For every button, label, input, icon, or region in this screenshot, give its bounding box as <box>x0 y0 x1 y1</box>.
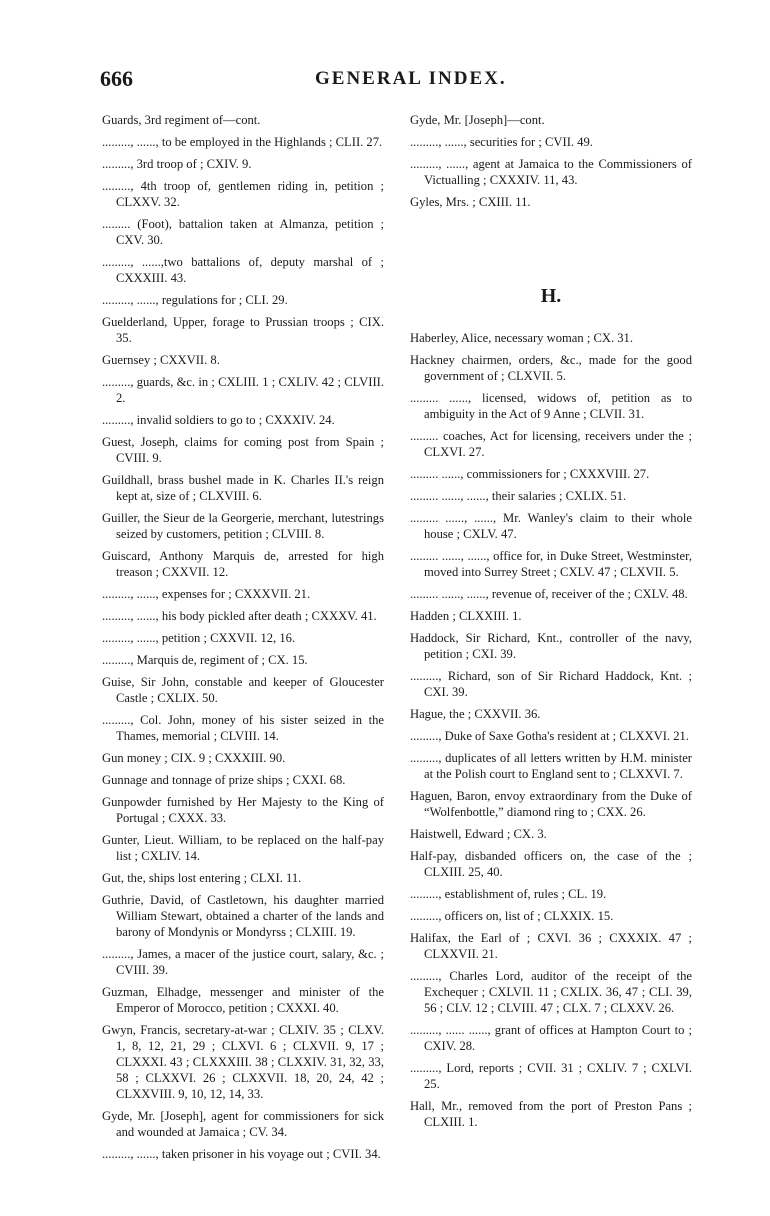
index-entry: ........., ......, taken prisoner in his voyage out ; CVII. 34. <box>102 1147 381 1161</box>
index-entry: ........., ......, securities for ; CVII. 49. <box>410 135 593 149</box>
index-entry: ......... ......, commissioners for ; CXXXVIII. 27. <box>410 467 650 481</box>
index-entry: Gyde, Mr. [Joseph]—cont. <box>410 113 545 127</box>
index-entry: Haistwell, Edward ; CX. 3. <box>410 827 547 841</box>
index-entry: ........., officers on, list of ; CLXXIX. 15. <box>410 909 614 923</box>
index-entry: Half-pay, disbanded officers on, the case of the ; CLXIII. 25, 40. <box>410 849 692 879</box>
index-entry: ........., Lord, reports ; CVII. 31 ; CXLIV. 7 ; CXLVI. 25. <box>410 1061 692 1091</box>
index-entry: Guiller, the Sieur de la Georgerie, merchant, lutestrings seized by customers, petition ; CLVIII. 8. <box>102 511 384 541</box>
index-entry: Halifax, the Earl of ; CXVI. 36 ; CXXXIX. 47 ; CLXXVII. 21. <box>410 931 692 961</box>
index-entry: ........., Marquis de, regiment of ; CX. 15. <box>102 653 308 667</box>
index-column-left <box>102 112 384 1168</box>
index-entry: ........., ......, petition ; CXXVII. 12, 16. <box>102 631 296 645</box>
index-entry: ........., ......, to be employed in the Highlands ; CLII. 27. <box>102 135 383 149</box>
index-entry: Guernsey ; CXXVII. 8. <box>102 353 220 367</box>
index-entry: ........., Richard, son of Sir Richard Haddock, Knt. ; CXI. 39. <box>410 669 692 699</box>
index-entry: ......... coaches, Act for licensing, receivers under the ; CLXVI. 27. <box>410 429 692 459</box>
index-entry: Hall, Mr., removed from the port of Preston Pans ; CLXIII. 1. <box>410 1099 692 1129</box>
index-entry: ........., duplicates of all letters written by H.M. minister at the Polish court to England sent to ; CLXXVI. 7. <box>410 751 692 781</box>
index-entry: ........., ......,two battalions of, deputy marshal of ; CXXXIII. 43. <box>102 255 384 285</box>
index-entry: Guise, Sir John, constable and keeper of Gloucester Castle ; CXLIX. 50. <box>102 675 384 705</box>
index-entry: Haguen, Baron, envoy extraordinary from the Duke of “Wolfenbottle,” diamond ring to ; CXX. 26. <box>410 789 692 819</box>
index-entry: ........., invalid soldiers to go to ; CXXXIV. 24. <box>102 413 335 427</box>
index-entry: ......... ......, licensed, widows of, petition as to ambiguity in the Act of 9 Anne ; CLVII. 31. <box>410 391 692 421</box>
index-entry: ......... ......, ......, office for, in Duke Street, Westminster, moved into Surrey Street ; CXLV. 47 ; CLXVII. 5. <box>410 549 692 579</box>
index-entry: ......... ......, ......, their salaries ; CXLIX. 51. <box>410 489 627 503</box>
index-entry: ........., James, a macer of the justice court, salary, &c. ; CVIII. 39. <box>102 947 384 977</box>
index-entry: Haddock, Sir Richard, Knt., controller of the navy, petition ; CXI. 39. <box>410 631 692 661</box>
index-entry: Guest, Joseph, claims for coming post from Spain ; CVIII. 9. <box>102 435 384 465</box>
index-entry: ........., 3rd troop of ; CXIV. 9. <box>102 157 252 171</box>
index-entry: ........., ......, his body pickled after death ; CXXXV. 41. <box>102 609 377 623</box>
index-entry: Gunter, Lieut. William, to be replaced on the half-pay list ; CXLIV. 14. <box>102 833 384 863</box>
index-entry: Gyles, Mrs. ; CXIII. 11. <box>410 195 531 209</box>
index-entry: Guelderland, Upper, forage to Prussian troops ; CIX. 35. <box>102 315 384 345</box>
index-entry: Gun money ; CIX. 9 ; CXXXIII. 90. <box>102 751 286 765</box>
running-head: GENERAL INDEX. <box>315 68 507 89</box>
index-entry: ........., ......, regulations for ; CLI. 29. <box>102 293 288 307</box>
index-entry: Gunnage and tonnage of prize ships ; CXXI. 68. <box>102 773 346 787</box>
index-column-right <box>410 112 692 1136</box>
index-entries-h <box>410 330 692 1130</box>
index-entry: Hackney chairmen, orders, &c., made for the good government of ; CLXVII. 5. <box>410 353 692 383</box>
index-entry: Guzman, Elhadge, messenger and minister of the Emperor of Morocco, petition ; CXXXI. 40. <box>102 985 384 1015</box>
index-entry: ........., ......, expenses for ; CXXXVII. 21. <box>102 587 311 601</box>
index-entry: ......... ......, ......, revenue of, receiver of the ; CXLV. 48. <box>410 587 688 601</box>
index-entry: Guildhall, brass bushel made in K. Charles II.'s reign kept at, size of ; CLXVIII. 6. <box>102 473 384 503</box>
index-entries-g-continued <box>410 112 692 210</box>
index-entry: ......... (Foot), battalion taken at Almanza, petition ; CXV. 30. <box>102 217 384 247</box>
index-entry: ........., 4th troop of, gentlemen riding in, petition ; CLXXV. 32. <box>102 179 384 209</box>
index-entry: Hadden ; CLXXIII. 1. <box>410 609 522 623</box>
index-entry: ........., Charles Lord, auditor of the receipt of the Exchequer ; CXLVII. 11 ; CXLIX. 36, 47 ; CLI. 39, 56 ; CLV. 12 ; CLVIII. 47 ; CLX. 7 ; CLXXV. 26. <box>410 969 692 1015</box>
index-entry: Guthrie, David, of Castletown, his daughter married William Stewart, obtained a charter of the lands and barony of Mondynis or Mondyrss ; CLXIII. 19. <box>102 893 384 939</box>
index-entry: Hague, the ; CXXVII. 36. <box>410 707 541 721</box>
index-entry: ........., establishment of, rules ; CL. 19. <box>410 887 607 901</box>
index-entry: Gut, the, ships lost entering ; CLXI. 11. <box>102 871 302 885</box>
index-entry: Guiscard, Anthony Marquis de, arrested for high treason ; CXXVII. 12. <box>102 549 384 579</box>
index-entry: ........., guards, &c. in ; CXLIII. 1 ; CXLIV. 42 ; CLVIII. 2. <box>102 375 384 405</box>
index-entry: ........., ......, agent at Jamaica to the Commissioners of Victualling ; CXXXIV. 11, 43. <box>410 157 692 187</box>
index-entry: Gunpowder furnished by Her Majesty to the King of Portugal ; CXXX. 33. <box>102 795 384 825</box>
index-entry: Gyde, Mr. [Joseph], agent for commissioners for sick and wounded at Jamaica ; CV. 34. <box>102 1109 384 1139</box>
index-entry: Gwyn, Francis, secretary-at-war ; CLXIV. 35 ; CLXV. 1, 8, 12, 21, 29 ; CLXVI. 6 ; CLXVII. 9, 17 ; CLXXXI. 43 ; CLXXXIII. 38 ; CLXXIV. 31, 32, 33, 58 ; CLXXVI. 26 ; CLXXVII. 18, 20, 24, 42 ; CLXXVIII. 9, 10, 12, 14, 33. <box>102 1023 384 1101</box>
page-number: 666 <box>100 66 133 91</box>
index-entry: Haberley, Alice, necessary woman ; CX. 31. <box>410 331 634 345</box>
index-entry: ........., ...... ......, grant of offices at Hampton Court to ; CXIV. 28. <box>410 1023 692 1053</box>
index-entry: ........., Duke of Saxe Gotha's resident at ; CLXXVI. 21. <box>410 729 689 743</box>
section-letter: H. <box>540 285 562 307</box>
index-entry: ......... ......, ......, Mr. Wanley's claim to their whole house ; CXLV. 47. <box>410 511 692 541</box>
index-entry: ........., Col. John, money of his sister seized in the Thames, memorial ; CLVIII. 14. <box>102 713 384 743</box>
index-entry: Guards, 3rd regiment of—cont. <box>102 113 261 127</box>
